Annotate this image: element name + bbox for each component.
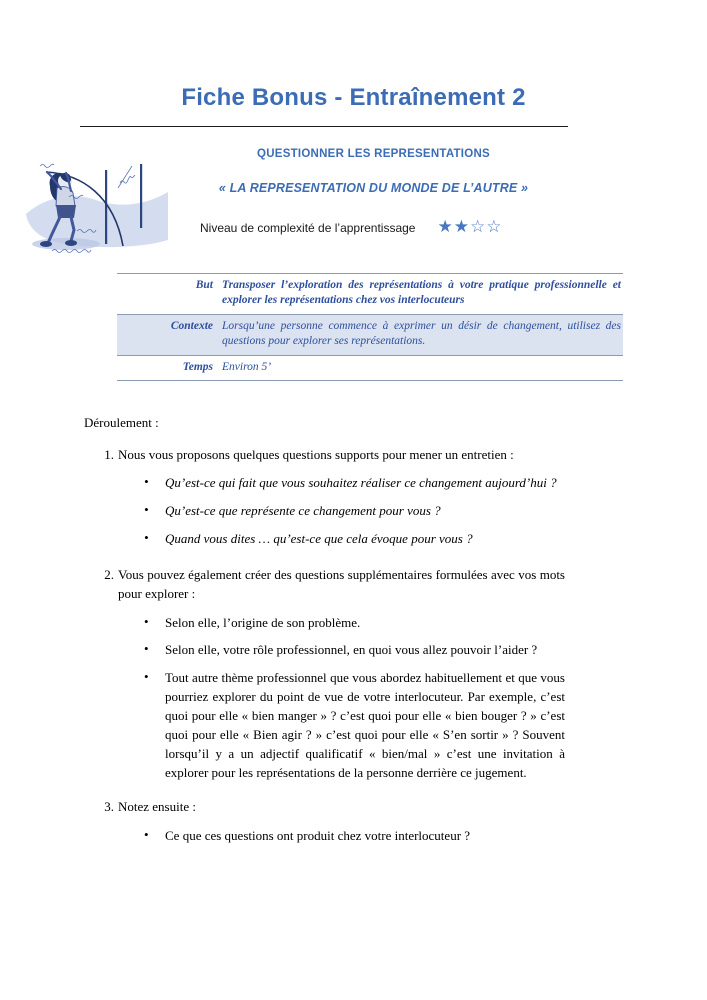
info-row-value: Lorsqu’une personne commence à exprimer un désir de changement, utilisez des questions pour explorer ses représentations. — [222, 319, 621, 348]
bullet-icon: • — [144, 502, 149, 518]
list-item-text: Ce que ces questions ont produit chez votre interlocuteur ? — [165, 828, 471, 844]
step-text: Nous vous proposons quelques questions supports pour mener un entretien : — [118, 446, 514, 462]
list-item-text: Tout autre thème professionnel que vous abordez habituellement et que vous pourriez explorer du point de vue de votre interlocuteur. Par exemple, c’est quoi pour elle « bien manger » ? c’est quoi pour elle « bien bouger ? » c’est quoi pour elle « Bien agir ? » c’est quoi pour elle « S’en sortir » ? Souvent lorsqu’il y a un adjectif qualificatif « bien/mal » c’est une invitation à explorer pour les représentations de la personne derrière ce jugement. — [165, 670, 565, 780]
list-item — [144, 641, 565, 660]
list-item-text: Quand vous dites … qu’est-ce que cela évoque pour vous ? — [165, 531, 473, 547]
list-item — [144, 530, 565, 549]
bullet-icon: • — [144, 827, 149, 843]
star-empty-2: ☆ — [486, 217, 502, 237]
complexity-level-row — [200, 219, 560, 236]
page-title: Fiche Bonus - Entraînement 2 — [181, 84, 526, 111]
list-item-text: Selon elle, l’origine de son problème. — [165, 614, 361, 630]
step-bullet-list — [118, 474, 565, 549]
pole-vaulter-illustration — [22, 148, 172, 258]
title-divider — [80, 126, 568, 127]
step-item — [104, 798, 565, 846]
table-row — [117, 274, 623, 315]
table-row — [117, 355, 623, 380]
list-item — [144, 827, 565, 846]
step-number: 1. — [104, 446, 114, 462]
step-text: Vous pouvez également créer des questions supplémentaires formulées avec vos mots pour explorer : — [118, 566, 565, 601]
step-text: Notez ensuite : — [118, 799, 196, 815]
step-item — [104, 446, 565, 549]
step-bullet-list — [118, 827, 565, 846]
deroulement-label: Déroulement : — [84, 415, 159, 430]
bullet-icon: • — [144, 613, 149, 629]
table-row — [117, 314, 623, 355]
document-body — [0, 414, 707, 846]
bullet-icon: • — [144, 641, 149, 657]
info-table-body — [117, 274, 623, 381]
subtitle-primary: QUESTIONNER LES REPRESENTATIONS — [257, 148, 490, 160]
step-bullet-list — [118, 614, 565, 783]
complexity-level-label: Niveau de complexité de l’apprentissage — [200, 220, 416, 235]
list-item — [144, 474, 565, 493]
info-row-value: Transposer l’exploration des représentations à votre pratique professionnelle et explorer les représentations chez vos interlocuteurs — [222, 279, 621, 307]
list-item-text: Selon elle, votre rôle professionnel, en quoi vous allez pouvoir l’aider ? — [165, 642, 538, 658]
bullet-icon: • — [144, 530, 149, 546]
info-row-label: Temps — [182, 360, 213, 373]
info-row-label: Contexte — [170, 319, 213, 332]
step-number: 3. — [104, 799, 114, 815]
step-number: 2. — [104, 566, 114, 582]
star-filled-1: ★ — [437, 217, 453, 237]
list-item — [144, 669, 565, 782]
list-item-text: Qu’est-ce qui fait que vous souhaitez réaliser ce changement aujourd’hui ? — [165, 475, 557, 491]
complexity-star-rating — [437, 219, 501, 236]
star-empty-1: ☆ — [469, 217, 486, 237]
bullet-icon: • — [144, 669, 149, 685]
steps-list — [0, 446, 707, 847]
step-item — [104, 566, 565, 782]
subtitle-secondary: « LA REPRESENTATION DU MONDE DE L’AUTRE » — [218, 181, 529, 195]
info-row-label: But — [195, 279, 213, 291]
info-table — [117, 273, 623, 381]
bullet-icon: • — [144, 474, 149, 490]
list-item — [144, 502, 565, 521]
list-item-text: Qu’est-ce que représente ce changement pour vous ? — [165, 503, 441, 519]
info-row-value: Environ 5’ — [222, 360, 272, 373]
list-item — [144, 613, 565, 633]
star-filled-2: ★ — [453, 217, 469, 237]
